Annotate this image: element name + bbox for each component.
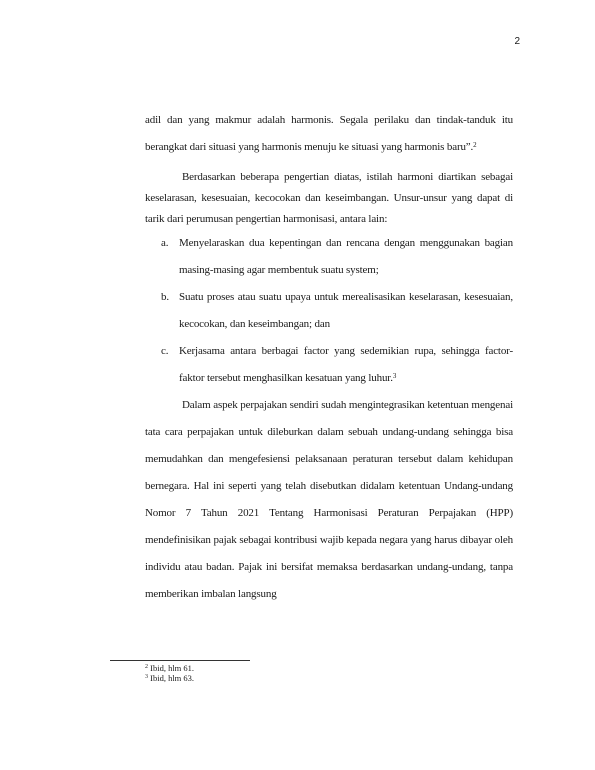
footnote-text: Ibid, hlm 63. — [150, 673, 195, 683]
list-marker: c. — [161, 345, 169, 357]
list-marker: a. — [161, 237, 169, 249]
footnote-number: 3 — [145, 674, 148, 680]
list-item-text: Menyelaraskan dua kepentingan dan rencana dengan menggunakan bagian masing-masing agar membentuk suatu system; — [179, 237, 513, 276]
footnotes — [145, 663, 194, 683]
list-item — [145, 338, 513, 392]
footnote-text: Ibid, hlm 61. — [150, 663, 195, 673]
footnote — [145, 663, 194, 673]
footnote-separator — [110, 660, 250, 661]
elements-list — [145, 230, 513, 392]
list-item-text: Kerjasama antara berbagai factor yang sedemikian rupa, sehingga factor-faktor tersebut menghasilkan kesatuan yang luhur. — [179, 345, 513, 384]
footnote-number: 2 — [145, 664, 148, 670]
page-number: 2 — [514, 36, 520, 47]
body-text — [145, 107, 513, 608]
paragraph-tax-aspect: Dalam aspek perpajakan sendiri sudah mengintegrasikan ketentuan mengenai tata cara perpajakan untuk dileburkan dalam sebuah undang-undang sehingga bisa memudahkan dan mengefesiensi pelaksanaan peraturan tersebut dalam kehidupan bernegara. Hal ini seperti yang telah disebutkan didalam ketentuan Undang-undang Nomor 7 Tahun 2021 Tentang Harmonisasi Peraturan Perpajakan (HPP) mendefinisikan pajak sebagai kontribusi wajib kepada negara yang harus dibayar oleh individu atau badan. Pajak ini bersifat memaksa berdasarkan undang-undang, tanpa memberikan imbalan langsung — [145, 399, 513, 600]
paragraph-harmoni-definition: Berdasarkan beberapa pengertian diatas, istilah harmoni diartikan sebagai keselarasan, kesesuaian, kecocokan dan keseimbangan. Unsur-unsur yang dapat di tarik dari perumusan pengertian harmonisasi, antara lain: — [145, 171, 513, 225]
footnote-ref: 3 — [392, 372, 397, 380]
list-item — [145, 230, 513, 284]
list-item-text: Suatu proses atau suatu upaya untuk merealisasikan keselarasan, kesesuaian, kecocokan, dan keseimbangan; dan — [179, 291, 513, 330]
footnote — [145, 673, 194, 683]
list-item — [145, 284, 513, 338]
paragraph-continued — [145, 107, 513, 161]
paragraph-text: adil dan yang makmur adalah harmonis. Segala perilaku dan tindak-tanduk itu berangkat dari situasi yang harmonis menuju ke situasi yang harmonis baru”. — [145, 114, 513, 153]
list-marker: b. — [161, 291, 169, 303]
footnote-ref: 2 — [473, 141, 477, 149]
